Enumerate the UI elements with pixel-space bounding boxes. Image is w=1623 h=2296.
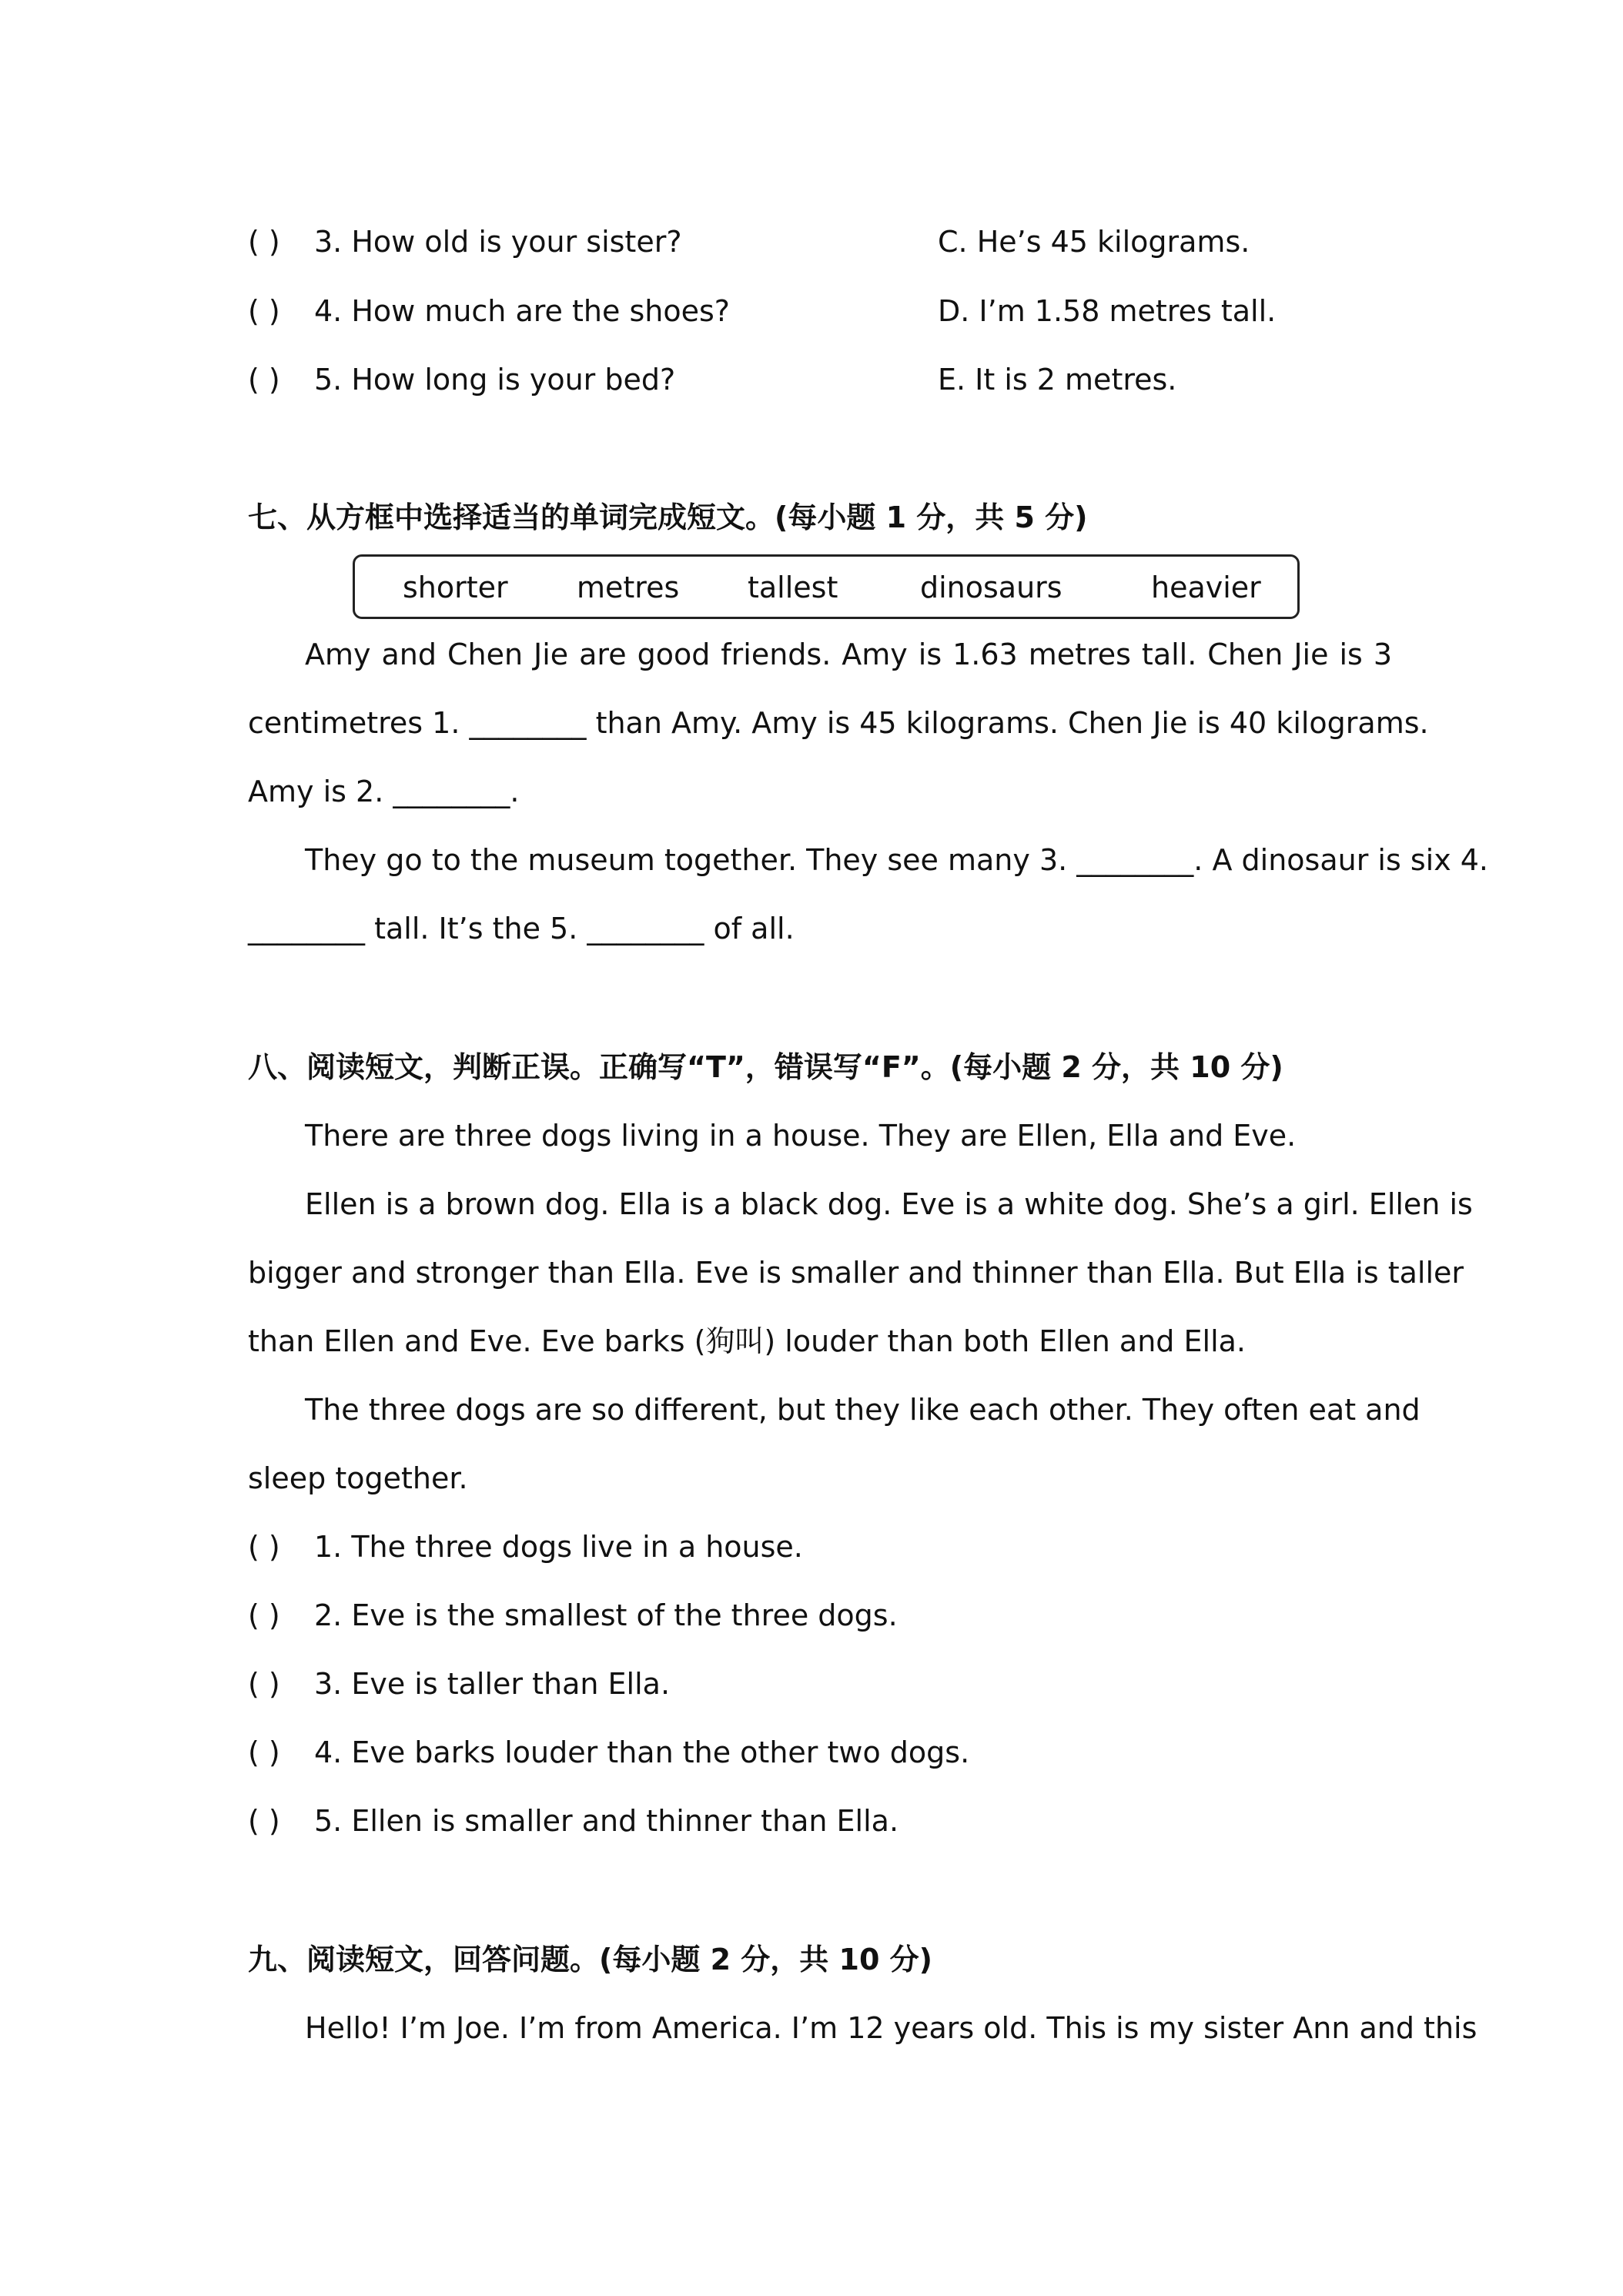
section-8-text-line-1: There are three dogs living in a house. They are Ellen, Ella and Eve. bbox=[305, 1119, 1297, 1153]
word-bank-item: shorter bbox=[403, 571, 508, 604]
section-9-text-line-1: Hello! I’m Joe. I’m from America. I’m 12 years old. This is my sister Ann and this bbox=[305, 2011, 1477, 2045]
tf-question-3: 3. Eve is taller than Ella. bbox=[314, 1667, 671, 1701]
section-8-text-line-6: sleep together. bbox=[248, 1461, 468, 1495]
word-bank-item: tallest bbox=[748, 571, 838, 604]
matching-bracket-4[interactable]: ( ) bbox=[248, 294, 280, 328]
section-7-text-line-3: Amy is 2. ________. bbox=[248, 775, 520, 808]
tf-question-5: 5. Ellen is smaller and thinner than Ella. bbox=[314, 1804, 899, 1838]
tf-bracket-3[interactable]: ( ) bbox=[248, 1667, 280, 1701]
section-8-text-line-3: bigger and stronger than Ella. Eve is smaller and thinner than Ella. But Ella is taller bbox=[248, 1256, 1464, 1290]
section-9-heading: 九、阅读短文，回答问题。(每小题 2 分，共 10 分) bbox=[248, 1943, 932, 1976]
matching-answer-e: E. It is 2 metres. bbox=[938, 363, 1177, 397]
section-8-text-line-5: The three dogs are so different, but they like each other. They often eat and bbox=[305, 1393, 1421, 1427]
tf-question-1: 1. The three dogs live in a house. bbox=[314, 1530, 803, 1564]
matching-bracket-5[interactable]: ( ) bbox=[248, 363, 280, 397]
matching-question-3: 3. How old is your sister? bbox=[314, 225, 682, 259]
tf-bracket-2[interactable]: ( ) bbox=[248, 1598, 280, 1632]
tf-question-2: 2. Eve is the smallest of the three dogs. bbox=[314, 1598, 898, 1632]
tf-question-4: 4. Eve barks louder than the other two dogs. bbox=[314, 1735, 970, 1769]
matching-question-4: 4. How much are the shoes? bbox=[314, 294, 730, 328]
section-7-heading: 七、从方框中选择适当的单词完成短文。(每小题 1 分，共 5 分) bbox=[248, 500, 1088, 534]
matching-question-5: 5. How long is your bed? bbox=[314, 363, 676, 397]
section-8-text-line-4: than Ellen and Eve. Eve barks (狗叫) louder than both Ellen and Ella. bbox=[248, 1324, 1246, 1358]
matching-answer-d: D. I’m 1.58 metres tall. bbox=[938, 294, 1277, 328]
word-bank-item: heavier bbox=[1151, 571, 1261, 604]
section-8-text-line-2: Ellen is a brown dog. Ella is a black dog. Eve is a white dog. She’s a girl. Ellen is bbox=[305, 1187, 1473, 1221]
tf-bracket-1[interactable]: ( ) bbox=[248, 1530, 280, 1564]
matching-bracket-3[interactable]: ( ) bbox=[248, 225, 280, 259]
section-8-heading: 八、阅读短文，判断正误。正确写“T”，错误写“F”。(每小题 2 分，共 10 分) bbox=[248, 1050, 1283, 1084]
tf-bracket-4[interactable]: ( ) bbox=[248, 1735, 280, 1769]
word-bank-item: dinosaurs bbox=[920, 571, 1062, 604]
tf-bracket-5[interactable]: ( ) bbox=[248, 1804, 280, 1838]
word-bank-item: metres bbox=[577, 571, 680, 604]
section-7-text-line-4: They go to the museum together. They see many 3. ________. A dinosaur is six 4. bbox=[305, 843, 1489, 877]
section-7-text-line-2: centimetres 1. ________ than Amy. Amy is 45 kilograms. Chen Jie is 40 kilograms. bbox=[248, 706, 1429, 740]
section-7-text-line-5: ________ tall. It’s the 5. ________ of all. bbox=[248, 912, 795, 946]
section-7-text-line-1: Amy and Chen Jie are good friends. Amy is 1.63 metres tall. Chen Jie is 3 bbox=[305, 638, 1392, 671]
matching-answer-c: C. He’s 45 kilograms. bbox=[938, 225, 1250, 259]
word-bank-box bbox=[353, 554, 1300, 619]
